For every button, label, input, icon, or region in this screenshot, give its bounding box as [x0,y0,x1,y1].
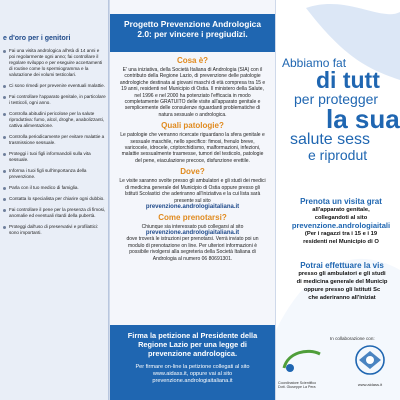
visit-line-5: che aderiranno all'iniziat [308,295,376,301]
sia-logo-icon [278,346,324,376]
section-heading-come: Come prenotarsi? [158,212,227,222]
aidass-url[interactable]: www.aidass.it [357,382,383,387]
left-bullet-item [3,151,106,163]
bullet-dot-icon [3,187,6,190]
left-bullet-item [3,185,106,191]
bullet-dot-icon [3,209,6,212]
left-bullet-text: Controlla periodicamente per evitare malattie a trasmissione sessuale. [9,134,105,145]
left-bullet-text: Fai controllare l'apparato genitale, in particolare i testicoli, ogni anno. [9,94,106,105]
visit-block [284,262,400,302]
right-panel [276,0,400,400]
left-bullet-text: Informa i tuoi figli sull'importanza della prevenzione. [9,168,87,179]
middle-content [110,54,275,262]
left-bullet-item [3,94,106,106]
left-bullet-text: Parla con il tuo medico di famiglia. [9,185,79,190]
petition-title: Firma la petizione al Presidente della Regione Lazio per una legge di prevenzione andrologica. [127,331,258,358]
bullet-dot-icon [3,153,6,156]
headline-line-5: salute sess [290,131,371,148]
visit-title: Potrai effettuare la vis [300,261,384,270]
bullet-dot-icon [3,198,6,201]
left-bullet-item [3,196,106,202]
left-bullet-text: Ci sono rimedi per prevenire eventuali malattie. [9,83,106,88]
collaboration-label: In collaborazione con: [330,336,375,341]
headline-line-3: per protegger [294,91,379,107]
headline-line-2: di tutt [316,67,380,93]
left-bullet-item [3,111,106,129]
left-bullet-item [3,207,106,219]
booking-line-3: collegandoti al sito [314,215,368,221]
sia-logo [278,346,326,390]
left-bullet-item [3,83,106,89]
sia-logo-caption-2: Dott. Giuseppe La Pera [278,385,316,390]
section-heading-dove: Dove? [180,167,205,177]
visit-line-3: di medicina generale del Municip [296,279,388,285]
petition-footer [110,325,275,400]
visit-line-4: oppure presso gli Istituti Sc [303,287,381,293]
visit-line-2: presso gli ambulatori e gli studi [298,271,386,277]
section-text-quali: Le patologie che verranno ricercate riguardano la sfera genitale e sessuale maschile, nello specifico: fimosi, frenulo breve, varicocele, idrocele, criptorchidismo, malformazioni, infezioni, malattie sessualmente trasmesse, tumori del testicolo, patologie del pene, eiaculazione precoce, disfunzione erettile. [120,132,265,164]
aidass-logo [342,343,398,387]
headline-line-6: e riprodut [308,147,368,163]
section-text-cosa: E' una iniziativa, della Società Italiana di Andrologia (SIA) con il contributo della Regione Lazio, di prevenzione delle patologie andrologiche destinata ai giovani maschi di età compresa tra 15 e 19 anni, residenti nel Municipio di Ostia. Il ministero della Salute, nel 1996 e nel 2000 ha potenziato l'efficacia in modo completamente GRATUITO delle visite all'apparato genitale e semplicemente delle consulenze riguardanti problematiche di natura sessuale o andrologica. [119,67,266,118]
left-bullet-text: Contatta lo specialista per chiarire ogni dubbio. [9,196,105,201]
left-bullet-text: Proteggi i tuoi figli informandoli sulla vita sessuale. [9,151,91,162]
bullet-dot-icon [3,226,6,229]
headline-line-1: Abbiamo fat [282,56,347,70]
left-bullet-text: Fai controllare il pene per la presenza di fimosi, anomalie ed eventuali ritardi della pubertà. [9,207,106,218]
left-bullet-item [3,224,106,236]
website-link-come[interactable]: prevenzione.andrologiaitaliana.it [145,230,240,237]
bullet-dot-icon [3,170,6,173]
left-bullet-text: Proteggi dall'uso di preservativi e profilattici: sono importanti. [9,224,99,235]
left-bullet-text: Controlla abitudini pericolose per la salute riproduttiva: fumo, alcol, droghe, anabolizzanti, cattiva alimentazione. [9,111,104,128]
bullet-dot-icon [3,136,6,139]
left-panel [0,0,109,400]
section-text-dove: Le visite saranno svolte presso gli ambulatori e gli studi dei medici di medicina generale del Municipio di Ostia oppure presso gli Istituti Scolastici che aderiranno all'iniziativa e la cui lista sarà presente sul sito [119,178,266,204]
left-bullet-item [3,48,106,78]
headline-block [282,57,400,162]
left-bullet-text: Fai una visita andrologica all'età di 14 anni e poi regolarmente ogni anno; fai controllare il regolare sviluppo e per eseguire accertamenti di routine come lo spermiogramma e la valutazione dei volumi testicolari. [9,48,103,77]
booking-title: Prenota un visita grat [300,197,382,206]
sia-logo-caption: Coordinatore Scientifico [278,381,317,385]
aidass-logo-icon [345,343,395,377]
headline-line-4: la sua [326,104,400,134]
project-header: Progetto Prevenzione Andrologica 2.0: per vincere i pregiudizi. [110,14,275,52]
petition-text: Per firmare on-line la petizione collegati al sito www.aidass.it, oppure vai al sito prevenzione.andrologiaitaliana.it [135,364,250,384]
booking-line-5: (Per i ragazzi tra i 15 e i 19 [304,231,378,237]
booking-link[interactable]: prevenzione.andrologiaitali [291,221,391,230]
bullet-dot-icon [3,85,6,88]
section-heading-quali: Quali patologie? [161,121,224,131]
left-bullet-item [3,134,106,146]
bullet-dot-icon [3,50,6,53]
bullet-dot-icon [3,113,6,116]
booking-line-6: residenti nel Municipio di O [303,239,379,245]
website-link-dove[interactable]: prevenzione.andrologiaitaliana.it [145,203,240,210]
section-heading-cosa: Cosa è? [176,56,209,65]
bullet-dot-icon [3,96,6,99]
middle-panel [110,0,275,400]
booking-block [282,198,400,246]
left-bullet-list [0,48,108,236]
booking-line-2: all'apparato genitale, [312,207,370,213]
left-bullet-item [3,168,106,180]
section-text-come-post: dove troverà le istruzioni per prenotarsi. Verrà inviato poi un modulo di prenotazione on line. Per ulteriori informazioni è possibile rivolgersi alla segreteria della Società Italiana di Andrologia al numero 06 80691301. [126,236,259,262]
section-text-come-pre: Chiunque sia interessato può collegarsi al sito [141,223,244,230]
left-title: e d'oro per i genitori [3,35,71,42]
